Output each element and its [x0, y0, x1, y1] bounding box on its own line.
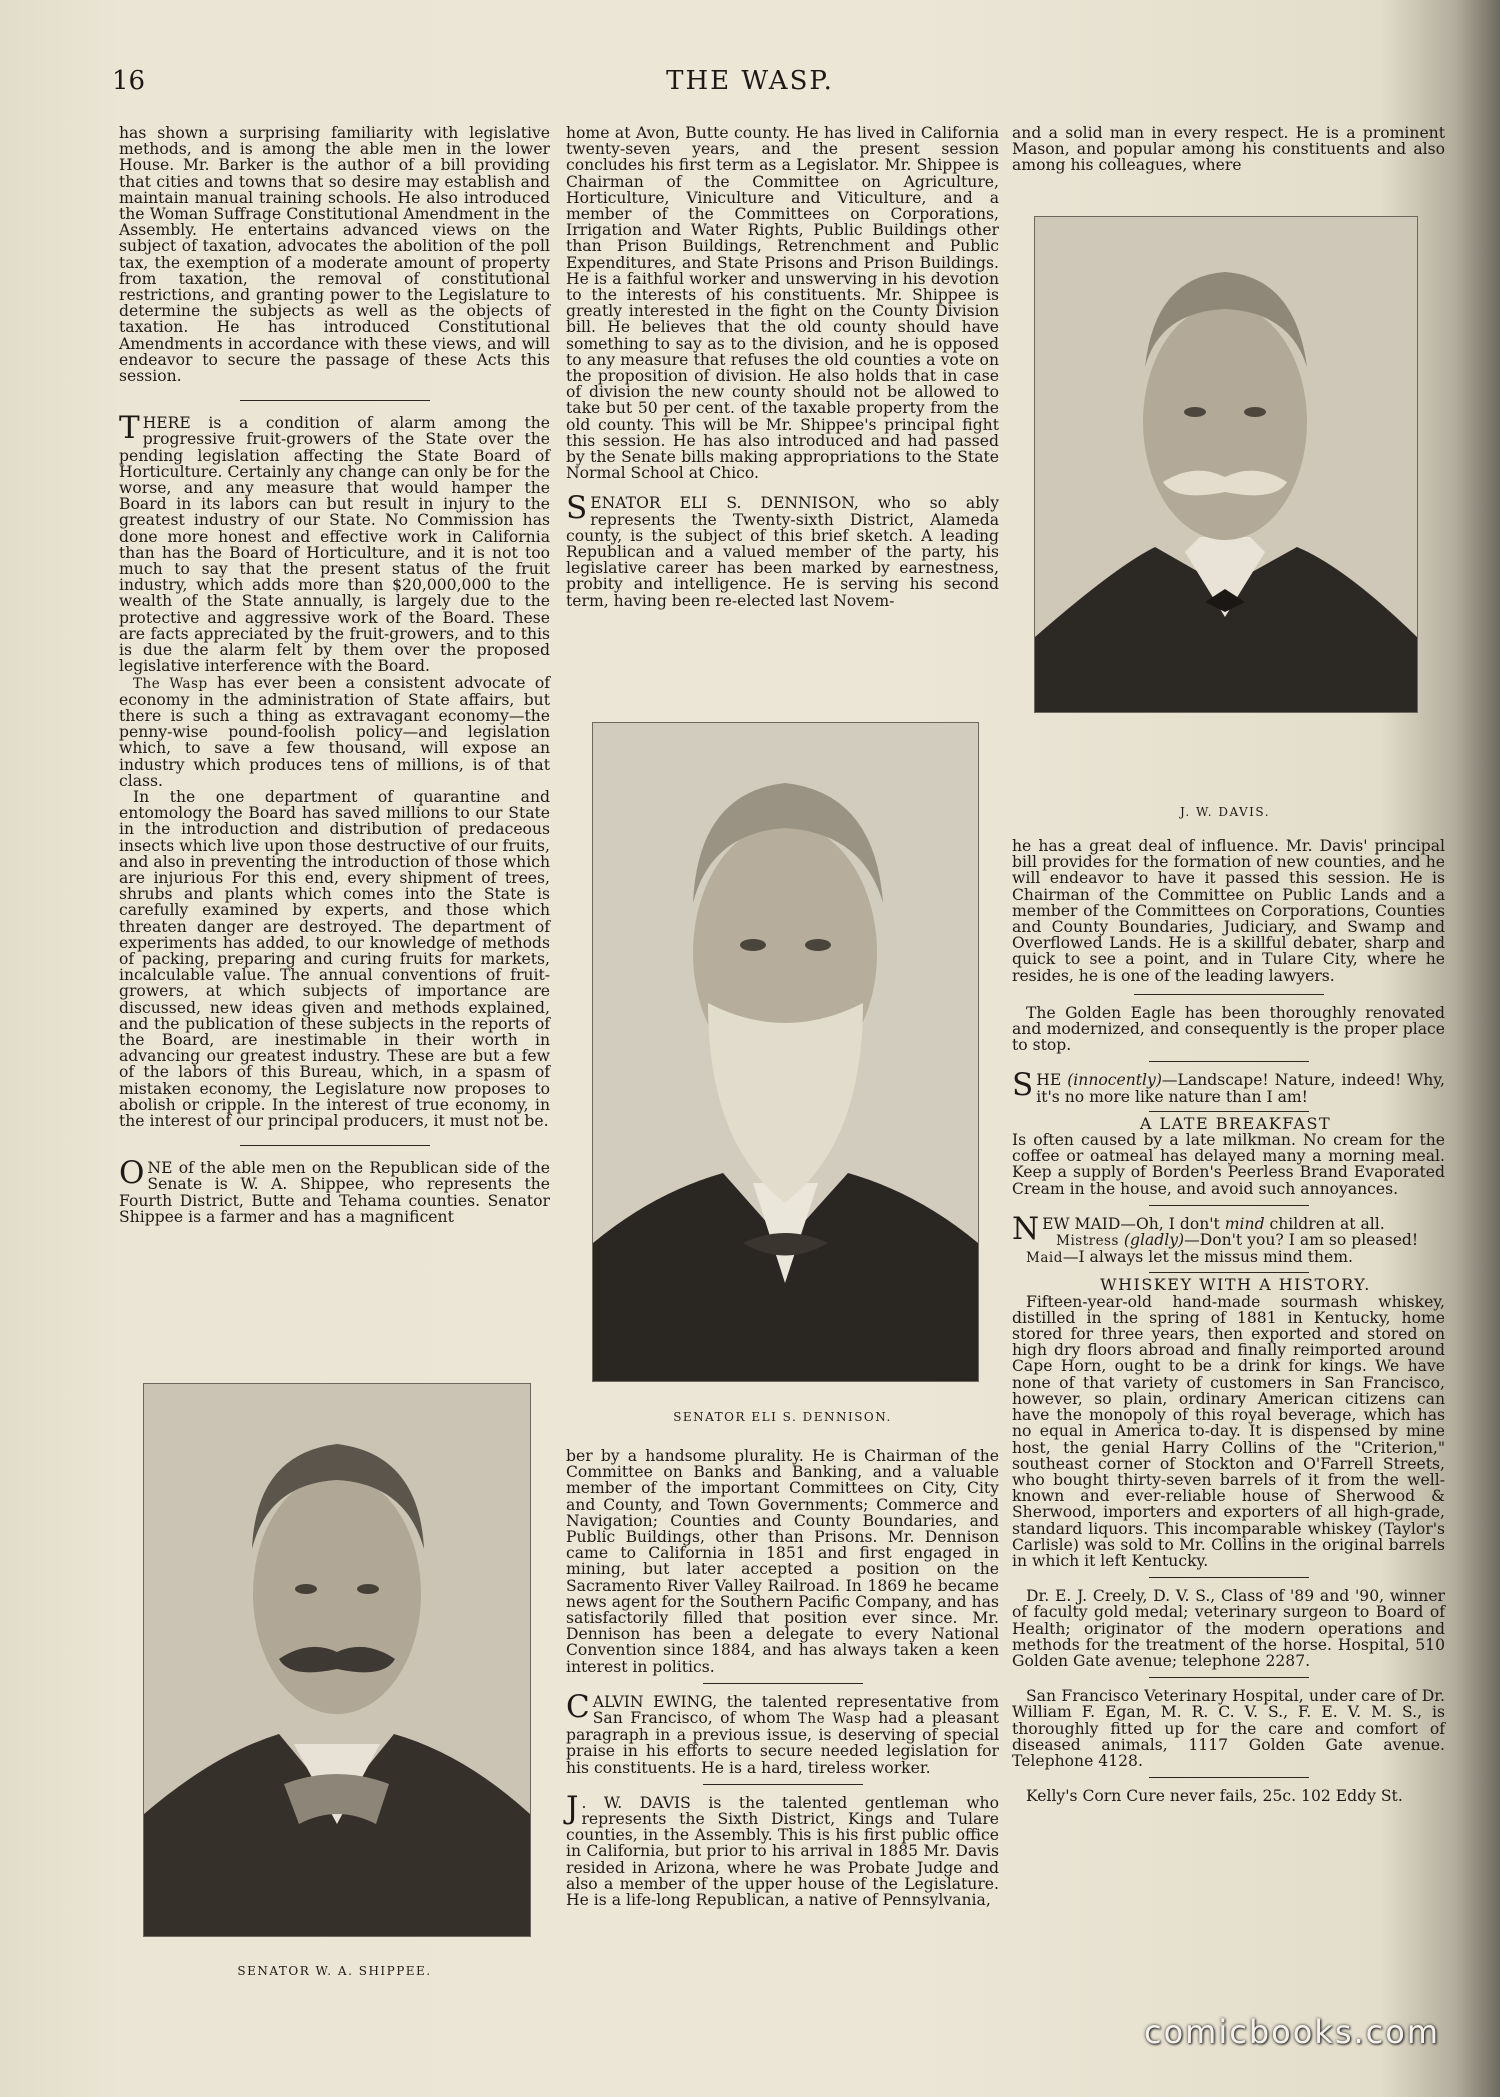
late-breakfast-heading: A LATE BREAKFAST [1139, 1113, 1332, 1133]
section-divider [1149, 1061, 1309, 1062]
watermark-text: comicbooks.com [1143, 2013, 1440, 2051]
shippee-portrait-image [144, 1384, 530, 1936]
dennison-portrait-image [593, 723, 978, 1381]
maid-joke: NEW MAID—Oh, I don't mind children at all. [1012, 1210, 1385, 1247]
section-divider [703, 1784, 863, 1785]
drop-cap: C [566, 1688, 590, 1725]
drop-cap: O [119, 1155, 145, 1192]
section-divider [240, 400, 430, 401]
davis-portrait [1034, 216, 1418, 713]
maid-reply-line: Maid—I always let the missus mind them. [1026, 1248, 1354, 1267]
shippee-portrait [143, 1383, 531, 1937]
ewing-paragraph: CALVIN EWING, the talented representative from San Francisco, of whom The Wasp had a pleasant paragraph in a previous issue, is deserving of special praise in his efforts to secure needed legislation for his constituents. He is a hard, tireless worker. [566, 1688, 999, 1777]
barker-paragraph: has shown a surprising familiarity with legislative methods, and is among the able men in the lower House. Mr. Barker is the author of a bill providing that cities and towns that so desire may establish and maintain manual training schools. He also introduced the Woman Suffrage Constitutional Amendment in the Assembly. He entertains advanced views on the subject of taxation, advocates the abolition of the poll tax, the exemption of a moderate amount of property from taxation, the removal of constitutional restrictions, and granting power to the Legislature to determine the subjects as well as the objects of taxation. He has introduced Constitutional Amendments in accordance with these views, and will endeavor to secure the passage of these Acts this session. [119, 124, 550, 386]
whiskey-text: Fifteen-year-old hand-made sourmash whiskey, distilled in the spring of 1881 in Kentucky, home stored for three years, then exported and stored on high dry floors abroad and finally reimported around Cape Horn, ought to be a drink for kings. We have none of that variety of customers in San Francisco, however, so plain, ordinary American citizens can have the monopoly of this royal beverage, which has no equal in America to-day. It is dispensed by mine host, the genial Harry Collins of the "Criterion," southeast corner of Stockton and O'Farrell Streets, who bought thirty-seven barrels of it from the well-known and ever-reliable house of Sherwood & Sherwood, importers and exporters of all high-grade, standard liquors. This incomparable whiskey (Taylor's Carlisle) was sold to Mr. Collins in the original barrels in which it left Kentucky. [1012, 1292, 1445, 1570]
drop-cap: S [1012, 1067, 1034, 1104]
mistress-line: Mistress (gladly)—Don't you? I am so pleased! [1056, 1231, 1419, 1250]
whiskey-heading: WHISKEY WITH A HISTORY. [1100, 1275, 1371, 1295]
late-breakfast-text: Is often caused by a late milkman. No cream for the coffee or oatmeal has delayed many a morning meal. Keep a supply of Borden's Peerless Brand Evaporated Cream in the house, and avoid such annoyances. [1012, 1131, 1445, 1198]
shippee-continued: home at Avon, Butte county. He has lived in California twenty-seven years, and the present session concludes his first term as a Legislator. Mr. Shippee is Chairman of the Committee on Agriculture, Horticulture, Viniculture and Viticulture, and a member of the Committees on Corporations, Irrigation and Water Rights, Public Buildings other than Prison Buildings, Retrenchment and Public Expenditures, and State Prisons and Prison Buildings. He is a faithful worker and unswerving in his devotion to the interests of his constituents. Mr. Shippee is greatly interested in the fight on the County Division bill. He believes that the old county should have something to say as to the division, and he is opposed to any measure that refuses the old counties a vote on the proposition of division. He also holds that in case of division the new county should not be allowed to take but 50 per cent. of the taxable property from the old county. This will be Mr. Shippee's principal fight this session. He has also introduced and had passed by the Senate bills making appropriations to the State Normal School at Chico. [566, 124, 999, 483]
davis-paragraph: J . W. DAVIS is the talented gentleman who represents the Sixth District, Kings and Tulare counties, in the Assembly. This is his first public office in California, but prior to his arrival in 1885 Mr. Davis resided in Arizona, where he was Probate Judge and also a member of the upper house of the Legislature. He is a life-long Republican, a native of Pennsylvania, [566, 1789, 999, 1910]
masthead-title: THE WASP. [666, 66, 834, 96]
horticulture-paragraph: THERE is a condition of alarm among the progressive fruit-growers of the State over the pending legislation affecting the State Board of Horticulture. Certainly any change can only be for the worse, and any measure that would hamper the Board in its labors can but result in injury to the greatest industry of our State. No Commission has done more honest and effective work in California than has the Board of Horticulture, and it is not too much to say that the present status of the fruit industry, which adds more than $20,000,000 to the wealth of the State annually, is largely due to the protective and aggressive work of the Board. These are facts appreciated by the fruit-growers, and to this is due the alarm felt by them over the proposed legislative interference with the Board. [119, 410, 550, 676]
she-joke: SHE (innocently)—Landscape! Nature, indeed! Why, it's no more like nature than I am! [1012, 1067, 1445, 1106]
drop-cap: N [1012, 1210, 1040, 1247]
section-divider [1149, 1205, 1309, 1206]
dennison-paragraph: SENATOR ELI S. DENNISON, who so ably represents the Twenty-sixth District, Alameda county, is the subject of this brief sketch. A leading Republican and a valued member of the party, his legislative career has been marked by earnestness, probity and intelligence. He is serving his second term, having been re-elected last Novem- [566, 490, 999, 610]
davis-portrait-image [1035, 217, 1417, 712]
section-divider [1149, 1577, 1309, 1578]
golden-eagle-notice: The Golden Eagle has been thoroughly renovated and modernized, and consequently is the proper place to stop. [1012, 1003, 1445, 1055]
davis-continued-2: he has a great deal of influence. Mr. Davis' principal bill provides for the formation of new counties, and he will endeavor to have it passed this session. He is Chairman of the Committee on Public Lands and a member of the Committees on Corporations, Counties and County Boundaries, Judiciary, and Swamp and Overflowed Lands. He is a skillful debater, sharp and quick to see a point, and in Tulare City, where he resides, he is one of the leading lawyers. [1012, 837, 1445, 985]
dennison-continued: ber by a handsome plurality. He is Chairman of the Committee on Banks and Banking, and a valuable member of the important Committees on City, City and County, and Town Governments; Commerce and Navigation; Counties and County Boundaries, and Public Buildings, other than Prisons. Mr. Dennison came to California in 1851 and first engaged in mining, but later accepted a position on the Sacramento River Valley Railroad. In 1869 he became news agent for the Southern Pacific Company, and has satisfactorily filled that position ever since. Mr. Dennison has been a delegate to every National Convention since 1884, and has always taken a keen interest in politics. [566, 1447, 999, 1676]
section-divider [1134, 994, 1324, 995]
horticulture-paragraph-2: The Wasp has ever been a consistent advocate of economy in the administration of State affairs, but there is such a thing as extravagant economy—the penny-wise pound-foolish policy—and legislation which, to save a few thousand, will expose an industry which produces tens of millions, is of that class. [119, 673, 550, 790]
drop-cap: J [566, 1789, 579, 1826]
section-divider [240, 1145, 430, 1146]
column-middle-bottom [566, 1448, 999, 1908]
kelly-notice: Kelly's Corn Cure never fails, 25c. 102 Eddy St. [1026, 1787, 1403, 1806]
section-divider [703, 1683, 863, 1684]
drop-cap: T [119, 410, 140, 447]
column-middle-top [566, 125, 999, 609]
davis-continued: and a solid man in every respect. He is a prominent Mason, and popular among his constituents and also among his colleagues, where [1012, 124, 1445, 175]
dennison-caption: SENATOR ELI S. DENNISON. [673, 1410, 892, 1424]
section-divider [1149, 1111, 1309, 1112]
shippee-caption: SENATOR W. A. SHIPPEE. [237, 1964, 432, 1978]
shippee-paragraph: ONE of the able men on the Republican side of the Senate is W. A. Shippee, who represents the Fourth District, Butte and Tehama counties. Senator Shippee is a farmer and has a magnificent [119, 1155, 550, 1226]
column-left [119, 125, 550, 1225]
section-divider [1149, 1677, 1309, 1678]
creely-notice: Dr. E. J. Creely, D. V. S., Class of '89 and '90, winner of faculty gold medal; veterinary surgeon to Board of Health; originator of the modern operations and methods for the treatment of the horse. Hospital, 510 Golden Gate avenue; telephone 2287. [1012, 1587, 1445, 1670]
section-divider [1149, 1272, 1309, 1273]
section-divider [1149, 1777, 1309, 1778]
davis-caption: J. W. DAVIS. [1179, 805, 1271, 819]
dennison-portrait [592, 722, 979, 1382]
egan-notice: San Francisco Veterinary Hospital, under care of Dr. William F. Egan, M. R. C. V. S., F. E. V. M. S., is thoroughly fitted up for the care and comfort of diseased animals, 1117 Golden Gate avenue. Telephone 4128. [1012, 1687, 1445, 1770]
horticulture-paragraph-3: In the one department of quarantine and entomology the Board has saved millions to our State in the introduction and distribution of predaceous insects which live upon those destructive of our fruits, and also in preventing the introduction of those which are injurious For this end, every shipment of trees, shrubs and plants which comes into the State is carefully examined by experts, and those which threaten danger are destroyed. The department of experiments has added, to our knowledge of methods of packing, preparing and curing fruits for markets, incalculable value. The annual conventions of fruit-growers, at which subjects of importance are discussed, new ideas given and methods explained, and the publication of these subjects in the reports of the Board, are inestimable in their worth in advancing our greatest industry. These are but a few of the labors of this Bureau, which, in a spasm of mistaken economy, the Legislature now proposes to abolish or cripple. In the interest of true economy, in the interest of our principal producers, it must not be. [119, 787, 550, 1130]
drop-cap: S [566, 490, 588, 527]
column-right-top [1012, 125, 1445, 174]
column-right-bottom [1012, 838, 1445, 1804]
page-number: 16 [112, 66, 146, 96]
